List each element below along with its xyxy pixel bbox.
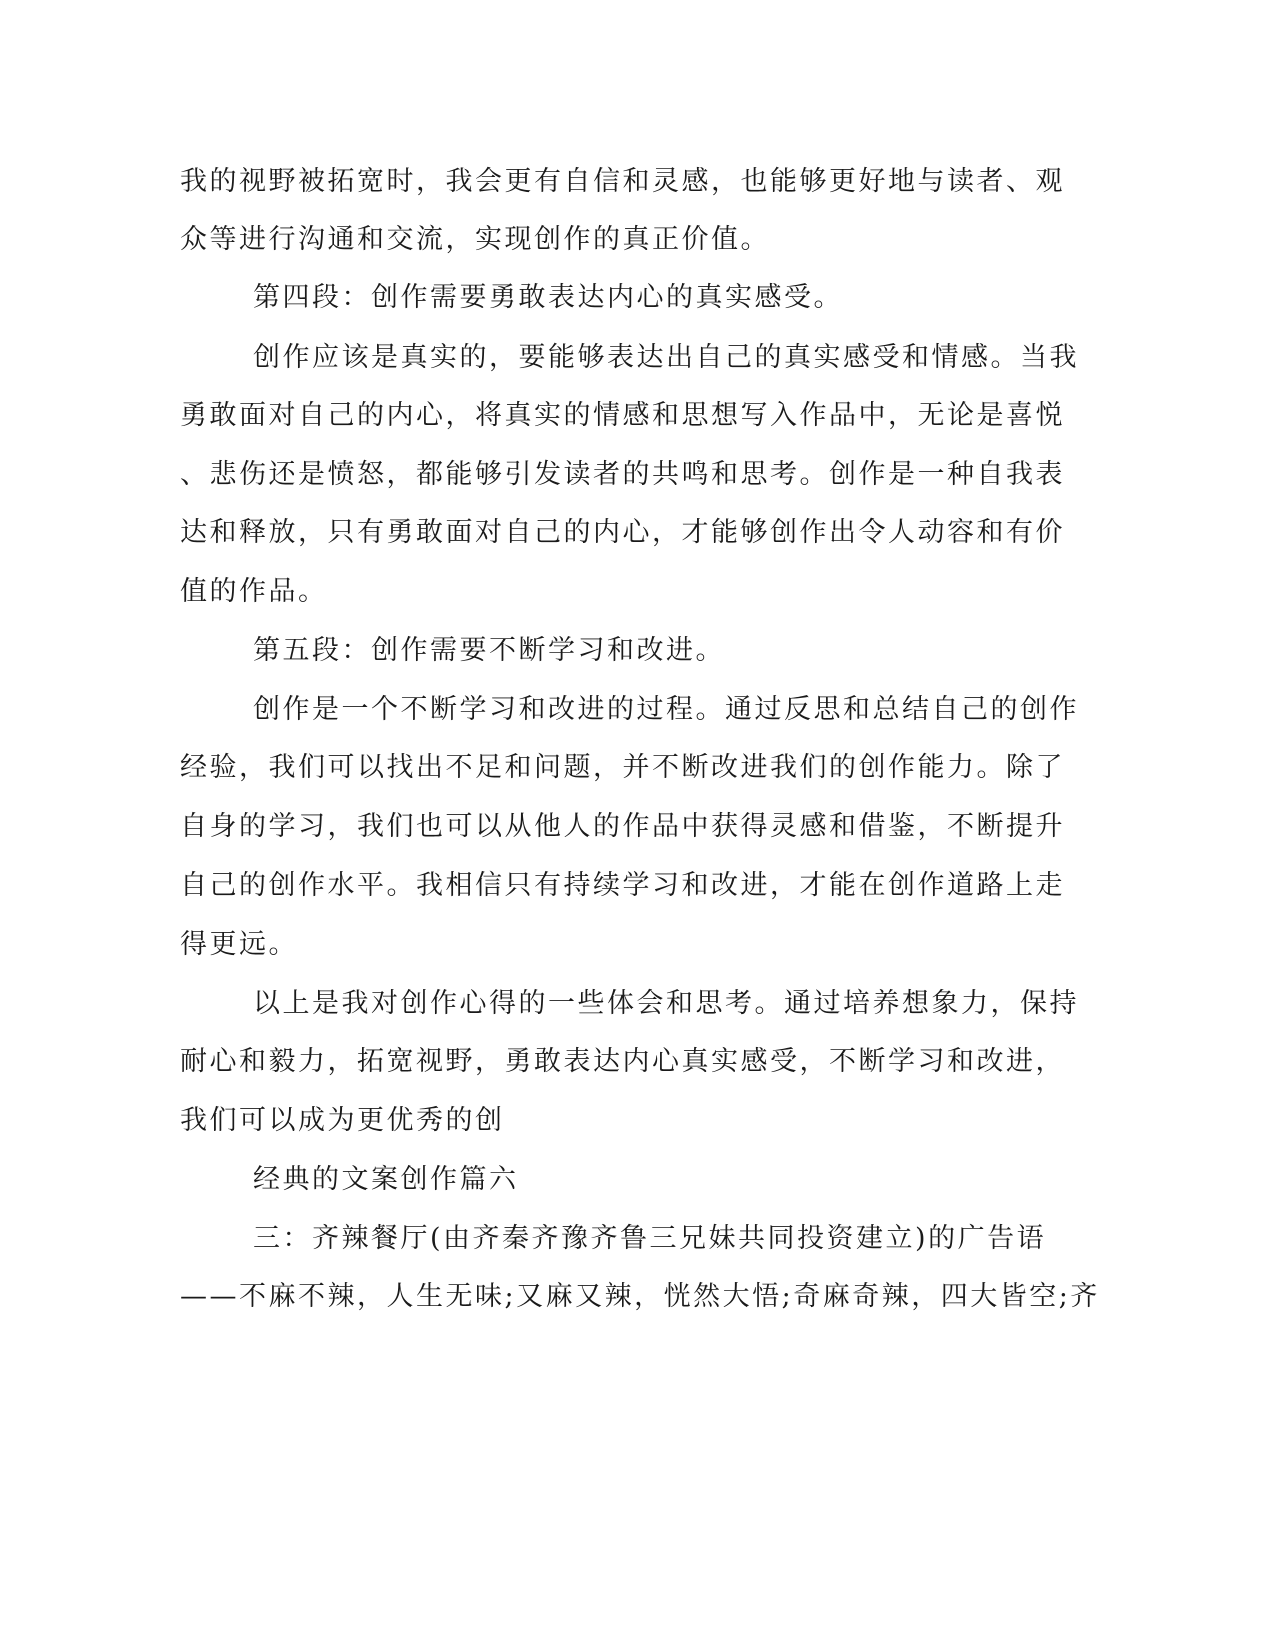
text-line: 自身的学习，我们也可以从他人的作品中获得灵感和借鉴，不断提升 <box>180 811 1065 842</box>
text-line: 创作应该是真实的，要能够表达出自己的真实感受和情感。当我 <box>253 342 1079 373</box>
text-line: 得更远。 <box>180 929 298 960</box>
section-heading: 第五段：创作需要不断学习和改进。 <box>253 635 725 666</box>
text-line: 自己的创作水平。我相信只有持续学习和改进，才能在创作道路上走 <box>180 870 1065 901</box>
section-title: 经典的文案创作篇六 <box>253 1164 519 1195</box>
text-line: 经验，我们可以找出不足和问题，并不断改进我们的创作能力。除了 <box>180 752 1065 783</box>
text-line: 达和释放，只有勇敢面对自己的内心，才能够创作出令人动容和有价 <box>180 517 1065 548</box>
text-line: 以上是我对创作心得的一些体会和思考。通过培养想象力，保持 <box>253 988 1079 1019</box>
text-line: 创作是一个不断学习和改进的过程。通过反思和总结自己的创作 <box>253 694 1079 725</box>
text-line: 我的视野被拓宽时，我会更有自信和灵感，也能够更好地与读者、观 <box>180 166 1065 197</box>
text-line: 耐心和毅力，拓宽视野，勇敢表达内心真实感受，不断学习和改进， <box>180 1046 1065 1077</box>
text-line: 勇敢面对自己的内心，将真实的情感和思想写入作品中，无论是喜悦 <box>180 400 1065 431</box>
text-line: ——不麻不辣，人生无味;又麻又辣，恍然大悟;奇麻奇辣，四大皆空;齐 <box>180 1281 1100 1312</box>
text-line: 值的作品。 <box>180 576 328 607</box>
section-heading: 第四段：创作需要勇敢表达内心的真实感受。 <box>253 282 843 313</box>
text-line: 我们可以成为更优秀的创 <box>180 1105 505 1136</box>
text-line: 三：齐辣餐厅(由齐秦齐豫齐鲁三兄妹共同投资建立)的广告语 <box>253 1223 1047 1254</box>
text-line: 、悲伤还是愤怒，都能够引发读者的共鸣和思考。创作是一种自我表 <box>180 459 1065 490</box>
text-line: 众等进行沟通和交流，实现创作的真正价值。 <box>180 224 770 255</box>
